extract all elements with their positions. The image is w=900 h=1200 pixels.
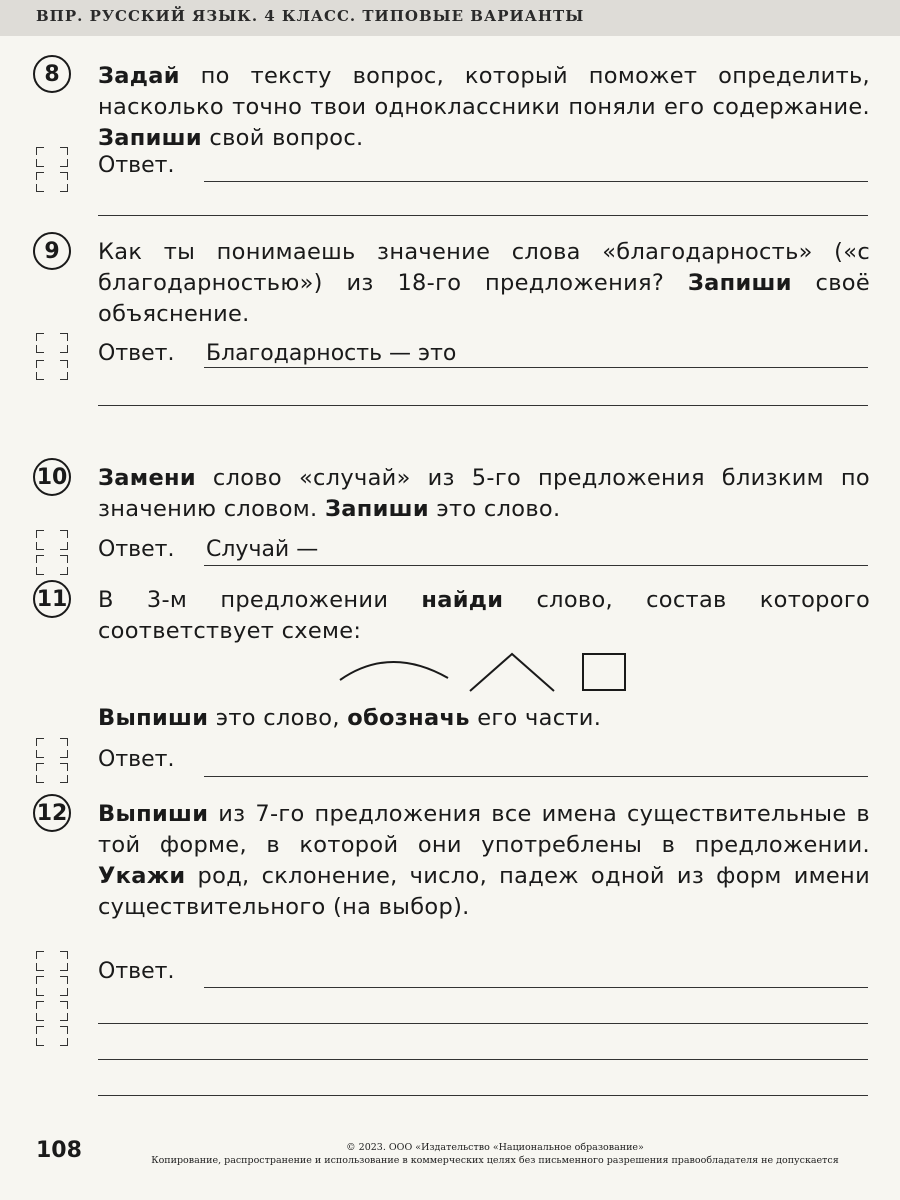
notice-line: Копирование, распространение и использование в коммерческих целях без письменного разрешения правообладателя не допускается <box>151 1155 839 1166</box>
answer-line[interactable] <box>98 1023 868 1024</box>
morpheme-scheme <box>330 650 630 695</box>
answer-line[interactable] <box>204 367 868 368</box>
answer-line[interactable] <box>98 1059 868 1060</box>
suffix-angle-icon <box>470 654 554 691</box>
score-box <box>36 738 68 758</box>
score-box <box>36 555 68 575</box>
answer-line[interactable] <box>98 215 868 216</box>
score-box <box>36 360 68 380</box>
task-8-text: Задай по тексту вопрос, который поможет определить, насколько точно твои одноклассники поняли его содержание. Запиши свой вопрос. <box>98 63 870 151</box>
answer-label: Ответ. <box>98 537 175 562</box>
score-box <box>36 333 68 353</box>
copyright-line: © 2023. ООО «Издательство «Национальное образование» <box>346 1142 644 1153</box>
answer-line[interactable] <box>98 405 868 406</box>
answer-prefix: Случай — <box>206 537 319 562</box>
task-number-8: 8 <box>33 55 71 93</box>
score-box <box>36 172 68 192</box>
answer-label: Ответ. <box>98 153 175 178</box>
answer-label: Ответ. <box>98 341 175 366</box>
task-10-text: Замени слово «случай» из 5-го предложения близким по значению словом. Запиши это слово. <box>98 465 870 522</box>
task-number-12: 12 <box>33 794 71 832</box>
page-header <box>0 0 900 36</box>
task-11-text-2: Выпиши это слово, обозначь его части. <box>98 705 602 731</box>
answer-line[interactable] <box>98 1095 868 1096</box>
answer-prefix: Благодарность — это <box>206 341 457 366</box>
answer-line[interactable] <box>204 181 868 182</box>
footer-copyright <box>100 1141 890 1167</box>
task-11-text: В 3-м предложении найди слово, состав которого соответствует схеме: <box>98 587 871 644</box>
answer-line[interactable] <box>204 565 868 566</box>
task-9-text: Как ты понимаешь значение слова «благодарность» («с благодарностью») из 18-го предложения? Запиши своё объяснение. <box>98 239 870 327</box>
root-arc-icon <box>340 662 448 680</box>
answer-label: Ответ. <box>98 959 175 984</box>
score-box <box>36 530 68 550</box>
score-box <box>36 1001 68 1021</box>
score-box <box>36 763 68 783</box>
score-box <box>36 147 68 167</box>
task-number-9: 9 <box>33 232 71 270</box>
ending-box-icon <box>583 654 625 690</box>
answer-label: Ответ. <box>98 747 175 772</box>
task-number-10: 10 <box>33 458 71 496</box>
score-box <box>36 976 68 996</box>
page-number: 108 <box>36 1138 82 1163</box>
score-box <box>36 951 68 971</box>
answer-line[interactable] <box>204 776 868 777</box>
task-12-text: Выпиши из 7-го предложения все имена существительные в той форме, в которой они употреблены в предложении. Укажи род, склонение, число, падеж одной из форм имени существительного (на выбор). <box>98 801 870 920</box>
header-title: ВПР. РУССКИЙ ЯЗЫК. 4 КЛАСС. ТИПОВЫЕ ВАРИАНТЫ <box>36 7 585 25</box>
answer-line[interactable] <box>204 987 868 988</box>
task-number-11: 11 <box>33 580 71 618</box>
score-box <box>36 1026 68 1046</box>
